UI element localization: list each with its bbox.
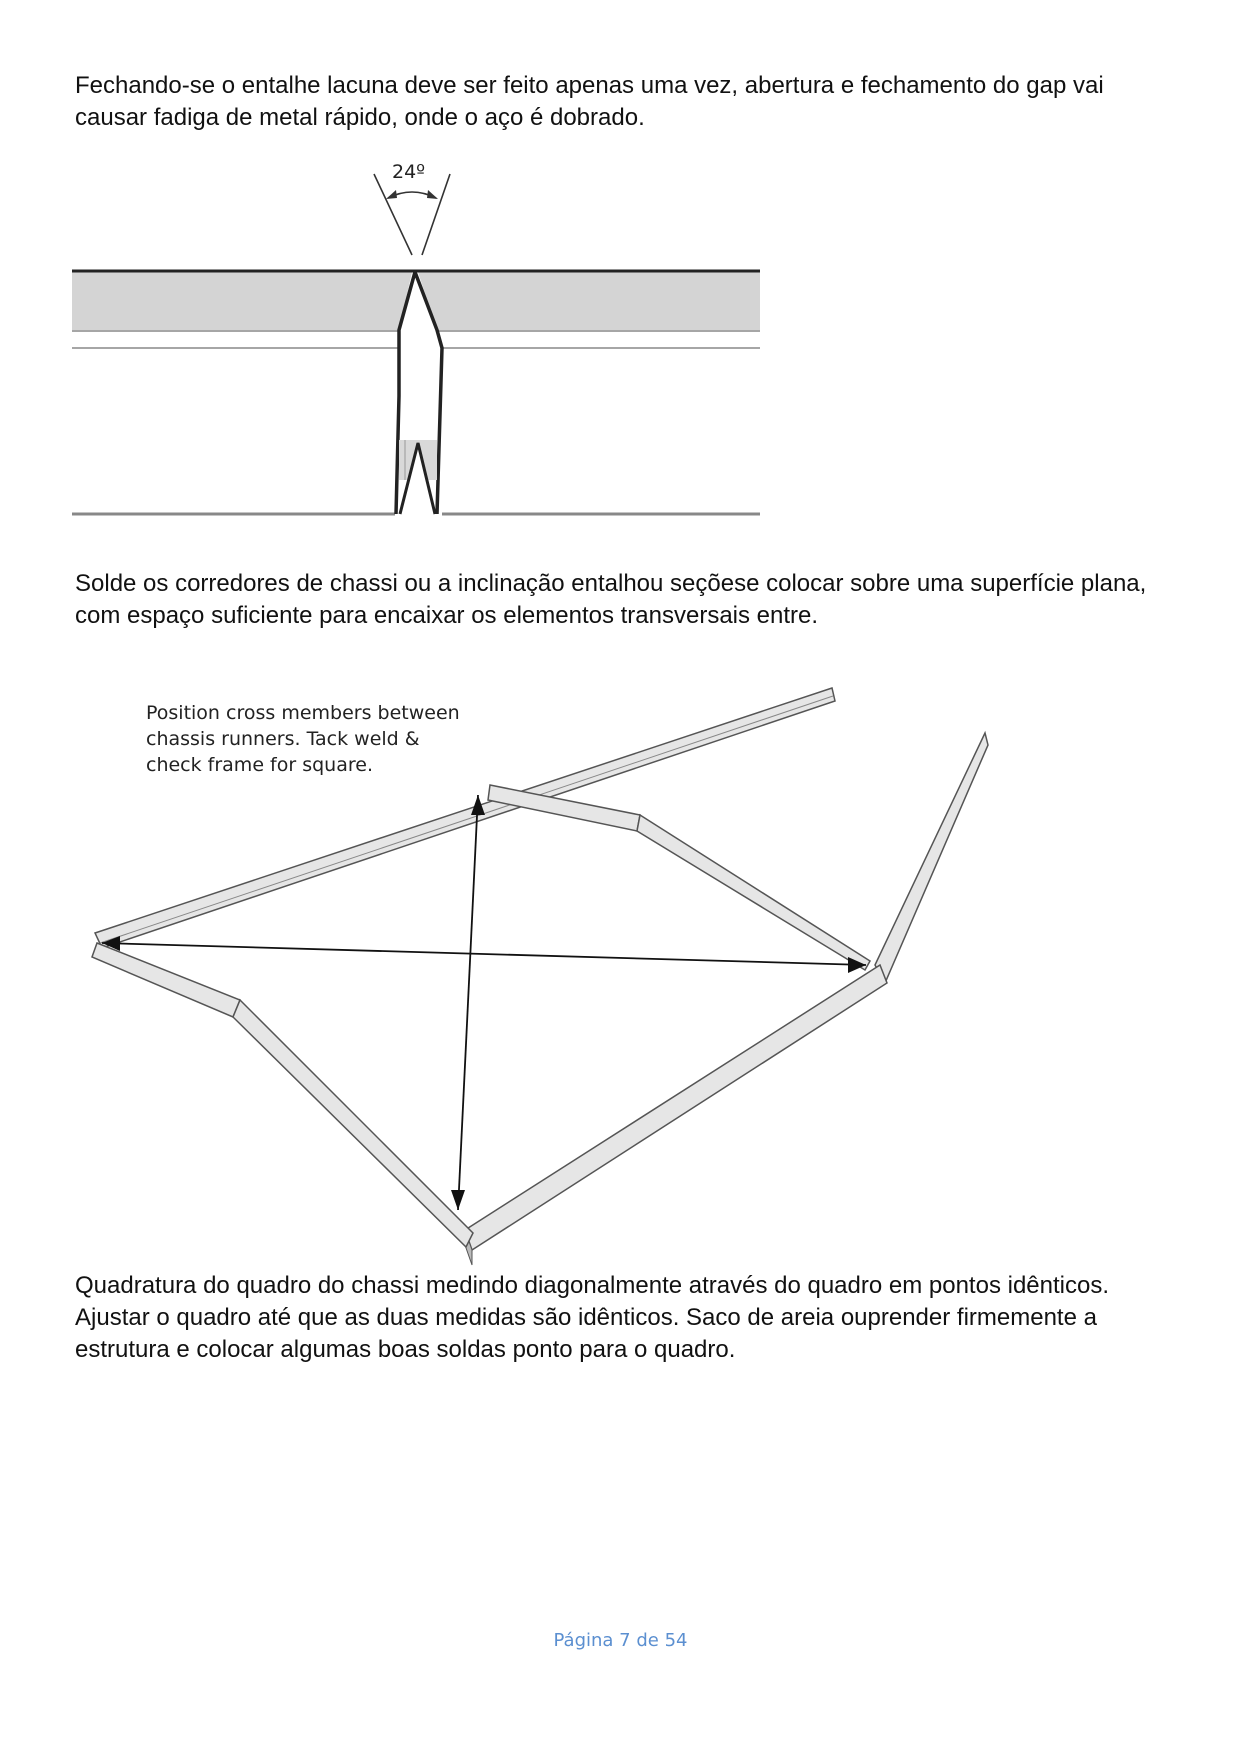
- paragraph-notch-closing: Fechando-se o entalhe lacuna deve ser feito apenas uma vez, abertura e fechamento do gap vai causar fadiga de metal rápido, onde o aço é dobrado.: [75, 72, 1104, 131]
- right-runner-upper: [875, 733, 988, 983]
- angle-arrow-right: [427, 190, 438, 199]
- notch-diagram: [72, 150, 772, 530]
- angle-arrow-left: [386, 190, 397, 199]
- page-number: Página 7 de 54: [553, 1630, 688, 1651]
- flange-band: [72, 272, 412, 330]
- paragraph-squaring: Quadratura do quadro do chassi medindo diagonalmente através do quadro em pontos idênticos. Ajustar o quadro até que as duas medidas são idênticos. Saco de areia ouprender firmemente a estrutura e colocar algumas boas soldas ponto para o quadro.: [75, 1272, 1110, 1363]
- left-runner: [95, 688, 835, 948]
- paragraph-weld-runners: Solde os corredores de chassi ou a inclinação entalhou seçõese colocar sobre uma superfície plana, com espaço suficiente para encaixar os elementos transversais entre.: [75, 570, 1147, 629]
- left-lower-runner: [92, 943, 240, 1017]
- angle-label: 24º: [392, 161, 426, 183]
- frame-note-line-2: chassis runners. Tack weld &: [146, 728, 420, 750]
- frame-note-line-1: Position cross members between: [146, 702, 460, 724]
- left-lower-angled: [233, 1000, 473, 1247]
- front-cross-member: [465, 965, 887, 1250]
- chassis-frame-diagram: [80, 665, 1020, 1270]
- angle-left-line: [374, 174, 412, 255]
- angle-right-line: [422, 174, 450, 255]
- diagonal-left-right: [102, 943, 866, 965]
- diagonal-top-bottom: [458, 795, 478, 1210]
- rear-cross-member-b: [637, 815, 870, 970]
- frame-note-line-3: check frame for square.: [146, 754, 373, 776]
- diagonal-arrow-bottom: [451, 1190, 465, 1210]
- flange-band-right: [418, 272, 760, 330]
